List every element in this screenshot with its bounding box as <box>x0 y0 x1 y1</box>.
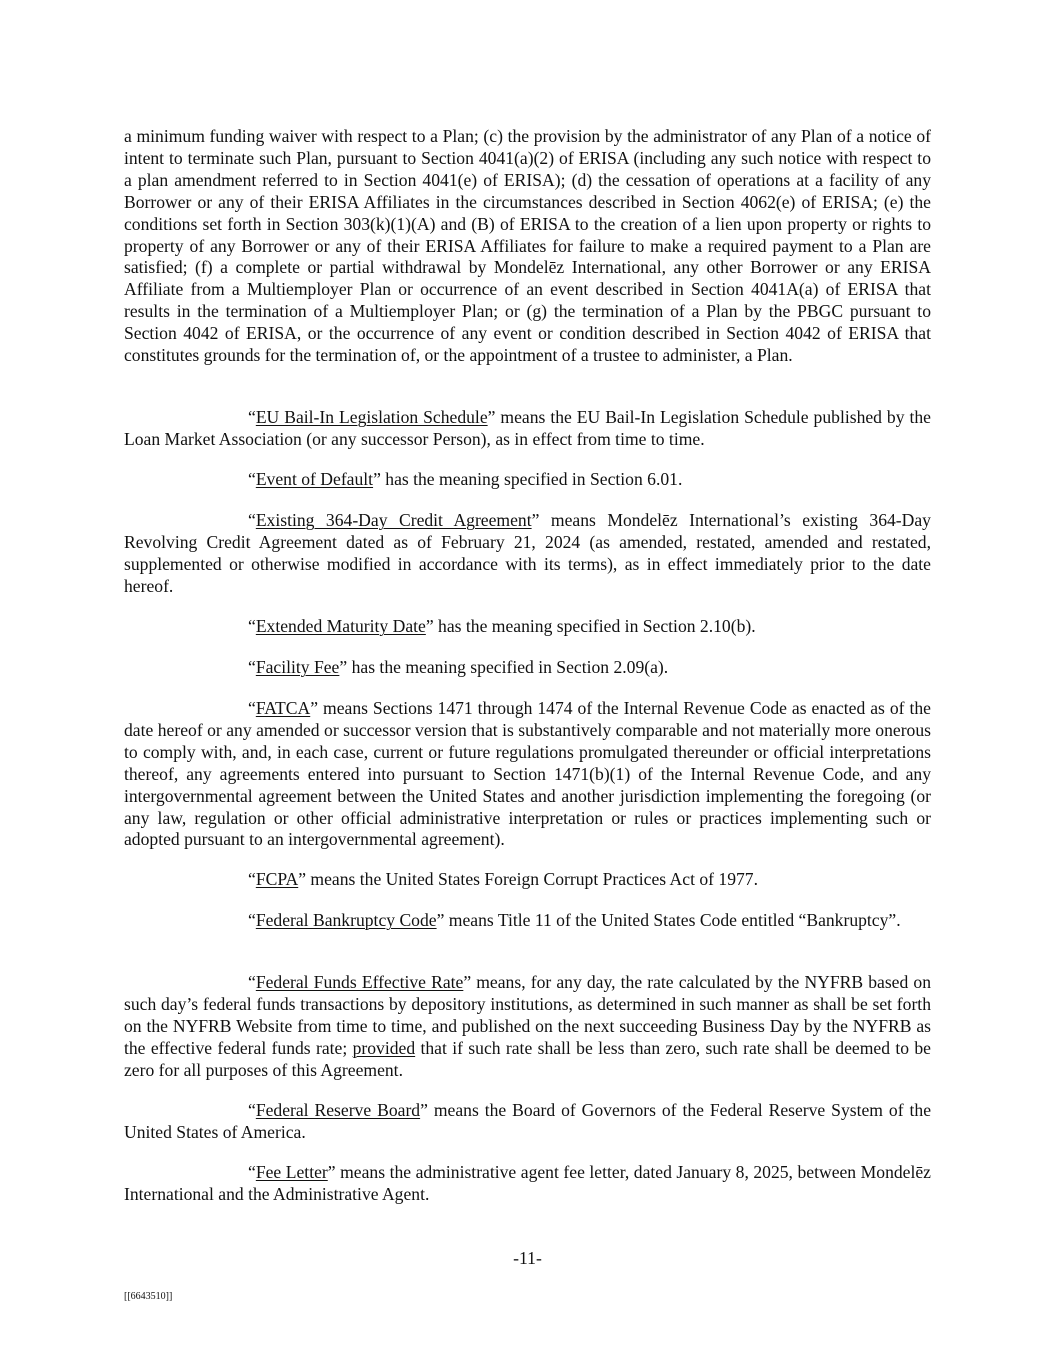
definition-federal-reserve-board: “Federal Reserve Board” means the Board of Governors of the Federal Reserve System of the United States of America. <box>124 1100 932 1142</box>
defined-term: Extended Maturity Date <box>255 616 426 636</box>
provided-term: provided <box>352 1037 416 1058</box>
defined-term: Fee Letter <box>255 1162 328 1182</box>
definition-facility-fee: “Facility Fee” has the meaning specified in Section 2.09(a). <box>248 657 669 677</box>
defined-term: Event of Default <box>255 469 374 489</box>
definition-fatca: “FATCA” means Sections 1471 through 1474 of the Internal Revenue Code as enacted as of the date hereof or any amended or successor version that is substantively comparable and not materially more onerous to comply with, and, in each case, current or future regulations promulgated thereunder or official interpretations thereof, any agreements entered into pursuant to Section 1471(b)(1) of the Internal Revenue Code, and any intergovernmental agreement between the United States and another jurisdiction implementing the foregoing (or any law, regulation or other official administrative interpretation or rules or practices implementing such or adopted pursuant to an intergovernmental agreement). <box>124 698 931 850</box>
document-id: [[6643510]] <box>124 1291 173 1302</box>
definition-fee-letter: “Fee Letter” means the administrative agent fee letter, dated January 8, 2025, between Mondelēz International and the Administrative Agent. <box>124 1162 931 1204</box>
definition-existing-364-day-credit-agreement: “Existing 364-Day Credit Agreement” means Mondelēz International’s existing 364-Day Revolving Credit Agreement dated as of February 21, 2024 (as amended, restated, amended and restated, supplemented or otherwise modified in accordance with its terms), as in effect immediately prior to the date hereof. <box>124 510 931 596</box>
definition-federal-bankruptcy-code: “Federal Bankruptcy Code” means Title 11 of the United States Code entitled “Bankruptcy”. <box>248 910 901 930</box>
definition-event-of-default: “Event of Default” has the meaning specified in Section 6.01. <box>248 469 683 489</box>
defined-term: Federal Reserve Board <box>255 1100 421 1120</box>
continuation-paragraph: a minimum funding waiver with respect to a Plan; (c) the provision by the administrator of any Plan of a notice of intent to terminate such Plan, pursuant to Section 4041(a)(2) of ERISA (including any such notice with respect to a plan amendment referred to in Section 4041(e) of ERISA); (d) the cessation of operations at a facility of any Borrower or any of their ERISA Affiliates in the circumstances described in Section 4062(e) of ERISA; (e) the conditions set forth in Section 303(k)(1)(A) and (B) of ERISA to the creation of a lien upon property or rights to property of any Borrower or any of their ERISA Affiliates for failure to make a required payment to a Plan are satisfied; (f) a complete or partial withdrawal by Mondelēz International, any other Borrower or any ERISA Affiliate from a Multiemployer Plan or occurrence of an event described in Section 4041A(a) of ERISA that results in the termination of a Multiemployer Plan; or (g) the termination of a Plan by the PBGC pursuant to Section 4042 of ERISA, or the occurrence of any event or condition described in Section 4042 of ERISA that constitutes grounds for the termination of, or the appointment of a trustee to administer, a Plan. <box>124 126 931 366</box>
defined-term: FATCA <box>255 698 311 718</box>
defined-term: Federal Funds Effective Rate <box>255 972 464 992</box>
page-number: -11- <box>513 1248 542 1268</box>
defined-term: FCPA <box>255 869 299 889</box>
defined-term: Facility Fee <box>255 657 340 677</box>
definition-eu-bail-in-legislation-schedule: “EU Bail-In Legislation Schedule” means the EU Bail-In Legislation Schedule published by the Loan Market Association (or any successor Person), as in effect from time to time. <box>124 407 931 449</box>
defined-term: Federal Bankruptcy Code <box>255 910 437 930</box>
defined-term: Existing 364-Day Credit Agreement <box>255 510 532 530</box>
definition-federal-funds-effective-rate: “Federal Funds Effective Rate” means, for any day, the rate calculated by the NYFRB based on such day’s federal funds transactions by depository institutions, as determined in such manner as shall be set forth on the NYFRB Website from time to time, and published on the next succeeding Business Day by the NYFRB as the effective federal funds rate; provided that if such rate shall be less than zero, such rate shall be deemed to be zero for all purposes of this Agreement. <box>124 972 931 1080</box>
definition-extended-maturity-date: “Extended Maturity Date” has the meaning specified in Section 2.10(b). <box>248 616 756 636</box>
defined-term: EU Bail-In Legislation Schedule <box>255 407 488 427</box>
definition-fcpa: “FCPA” means the United States Foreign Corrupt Practices Act of 1977. <box>248 869 759 889</box>
